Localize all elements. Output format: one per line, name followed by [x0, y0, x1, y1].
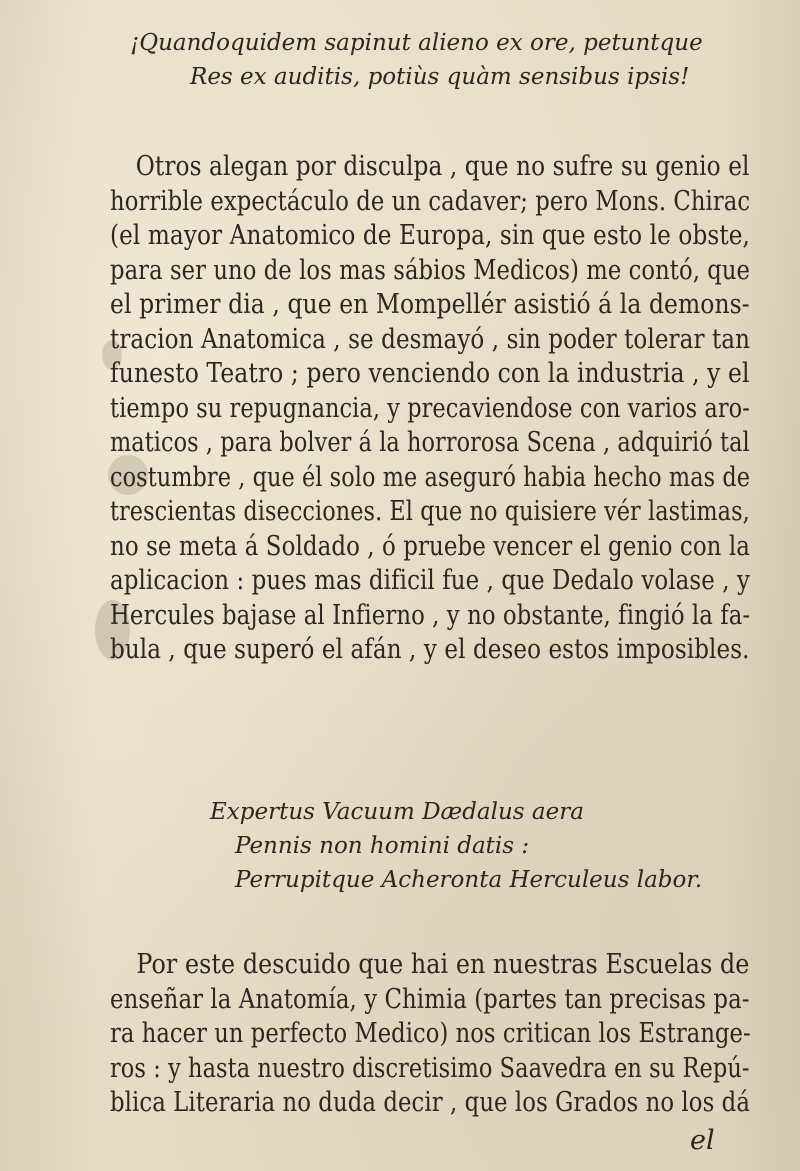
- text-line: blica Literaria no duda decir , que los Grados no los dá: [110, 1087, 750, 1118]
- text-line: ros : y hasta nuestro discretisimo Saavedra en su Repú-: [110, 1052, 750, 1084]
- text-line: enseñar la Anatomía, y Chimia (partes tan precisas pa-: [110, 983, 750, 1015]
- verse-line: Res ex auditis, potiùs quàm sensibus ipsis!: [190, 64, 690, 90]
- text-line: Hercules bajase al Infierno , y no obstante, fingió la fa-: [110, 599, 751, 631]
- text-line: (el mayor Anatomico de Europa, sin que esto le obste,: [110, 220, 750, 251]
- verse-line: Perrupitque Acheronta Herculeus labor.: [235, 867, 703, 893]
- verse-line: ¡Quandoquidem sapinut alieno ex ore, petuntque: [130, 30, 703, 56]
- text-line: costumbre , que él solo me aseguró habia hecho mas de: [110, 461, 751, 493]
- verse-line: Pennis non homini datis :: [235, 833, 530, 859]
- text-line: Otros alegan por disculpa , que no sufre su genio el: [135, 151, 750, 182]
- text-line: el primer dia , que en Mompellér asistió á la demons-: [110, 289, 750, 320]
- paragraph-2: [110, 948, 750, 1121]
- text-line: para ser uno de los mas sábios Medicos) me contó, que: [110, 254, 751, 286]
- text-line: maticos , para bolver á la horrorosa Scena , adquirió tal: [110, 427, 750, 458]
- text-line: no se meta á Soldado , ó pruebe vencer el genio con la: [110, 530, 751, 562]
- latin-verse-top: [130, 26, 770, 94]
- text-line: tracion Anatomica , se desmayó , sin poder tolerar tan: [110, 323, 751, 355]
- text-line: funesto Teatro ; pero venciendo con la industria , y el: [110, 358, 750, 389]
- text-line: trescientas disecciones. El que no quisiere vér lastimas,: [110, 496, 750, 527]
- text-line: bula , que superó el afán , y el deseo estos imposibles.: [110, 634, 750, 665]
- catchword: el: [690, 1125, 715, 1156]
- text-line: Por este descuido que hai en nuestras Escuelas de: [136, 949, 750, 980]
- paragraph-1: [110, 150, 750, 668]
- latin-verse-middle: [210, 795, 800, 897]
- text-line: horrible expectáculo de un cadaver; pero Mons. Chirac: [110, 185, 751, 217]
- text-line: aplicacion : pues mas dificil fue , que Dedalo volase , y: [110, 565, 751, 596]
- text-line: tiempo su repugnancia, y precaviendose con varios aro-: [110, 392, 750, 424]
- verse-line: Expertus Vacuum Dædalus aera: [210, 799, 584, 825]
- text-line: ra hacer un perfecto Medico) nos critican los Estrange-: [110, 1018, 751, 1049]
